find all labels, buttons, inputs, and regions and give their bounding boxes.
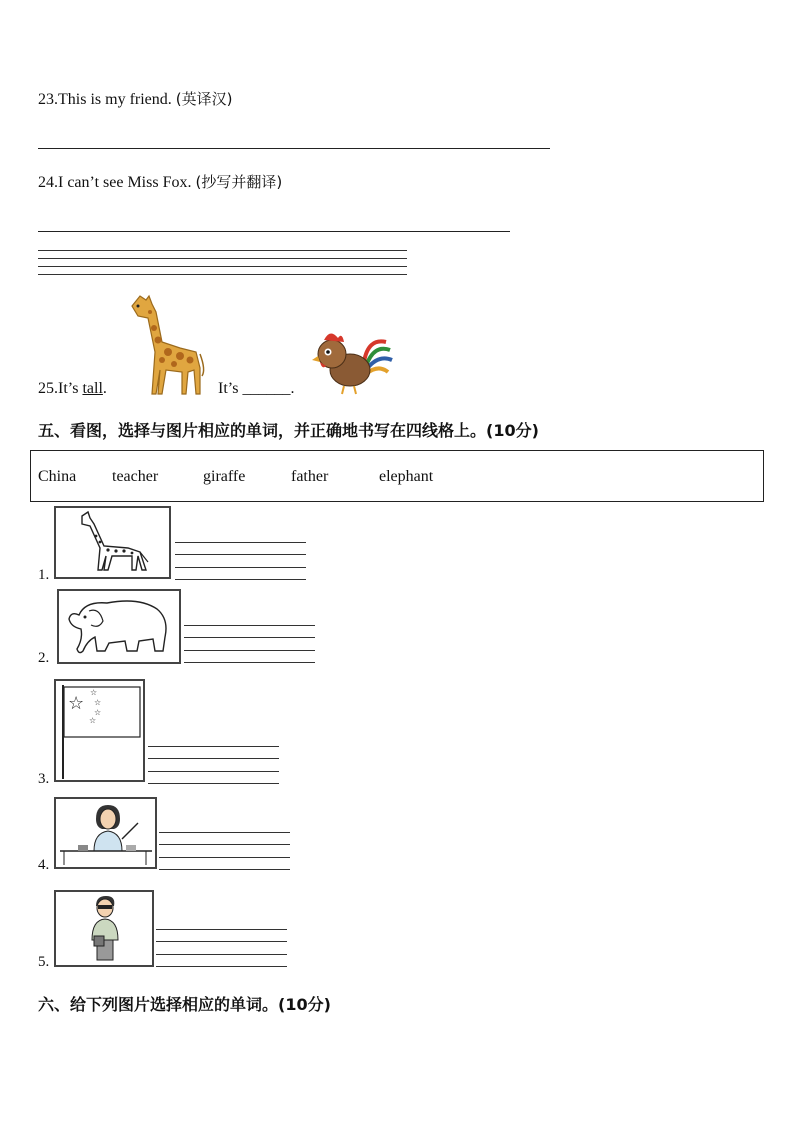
question-number: 25. (38, 380, 58, 397)
answer-line[interactable] (38, 148, 550, 149)
item-number: 3. (38, 771, 50, 787)
question-number: 23. (38, 91, 58, 108)
sentence-end: . (102, 380, 107, 397)
question-text: I can’t see Miss Fox. (58, 174, 192, 191)
four-line-grid[interactable] (148, 746, 279, 784)
item-number: 1. (38, 567, 50, 583)
sentence-start: It’s (58, 380, 83, 397)
four-line-grid[interactable] (156, 929, 287, 967)
item-number: 4. (38, 857, 50, 873)
section-5-title: 五、看图，选择与图片相应的单词，并正确地书写在四线格上。(10分) (38, 421, 539, 440)
word-bank (30, 450, 764, 502)
four-line-grid[interactable] (159, 832, 290, 870)
four-line-grid[interactable] (38, 250, 407, 276)
question-24 (38, 171, 282, 192)
answer-line[interactable] (38, 231, 510, 232)
svg-text:☆: ☆ (68, 693, 85, 714)
item-number: 5. (38, 954, 50, 970)
question-number: 24. (38, 174, 58, 191)
four-line-grid[interactable] (184, 625, 315, 663)
giraffe-icon (122, 290, 208, 398)
picture-frame (54, 890, 154, 967)
word-bank-item[interactable]: father (291, 468, 329, 485)
question-text: This is my friend. (58, 91, 172, 108)
svg-text:☆: ☆ (89, 716, 97, 725)
question-note: (抄写并翻译) (195, 173, 283, 191)
sentence-start: It’s (218, 380, 243, 397)
svg-text:☆: ☆ (94, 708, 102, 717)
four-line-grid[interactable] (175, 542, 306, 580)
word-bank-item[interactable]: China (38, 468, 77, 485)
fill-blank[interactable]: ______ (242, 380, 291, 397)
item-number: 2. (38, 650, 50, 666)
section-6-title: 六、给下列图片选择相应的单词。(10分) (38, 995, 331, 1014)
question-25-blank-sentence (218, 380, 294, 398)
svg-text:☆: ☆ (90, 688, 98, 697)
word-bank-item[interactable]: giraffe (203, 468, 246, 485)
sentence-end: . (290, 380, 295, 397)
answer-word: tall (82, 380, 103, 397)
picture-frame (54, 679, 145, 782)
rooster-icon (310, 326, 394, 396)
word-bank-item[interactable]: elephant (379, 468, 434, 485)
question-note: (英译汉) (175, 90, 233, 108)
giraffe-outline-icon (56, 508, 169, 577)
father-icon (56, 892, 152, 965)
svg-text:☆: ☆ (94, 698, 102, 707)
china-flag-icon (56, 681, 143, 780)
picture-frame (54, 506, 171, 579)
question-23 (38, 88, 232, 109)
teacher-icon (56, 799, 155, 867)
elephant-outline-icon (59, 591, 179, 662)
picture-frame (54, 797, 157, 869)
word-bank-item[interactable]: teacher (112, 468, 159, 485)
picture-frame (57, 589, 181, 664)
question-25 (38, 380, 107, 398)
